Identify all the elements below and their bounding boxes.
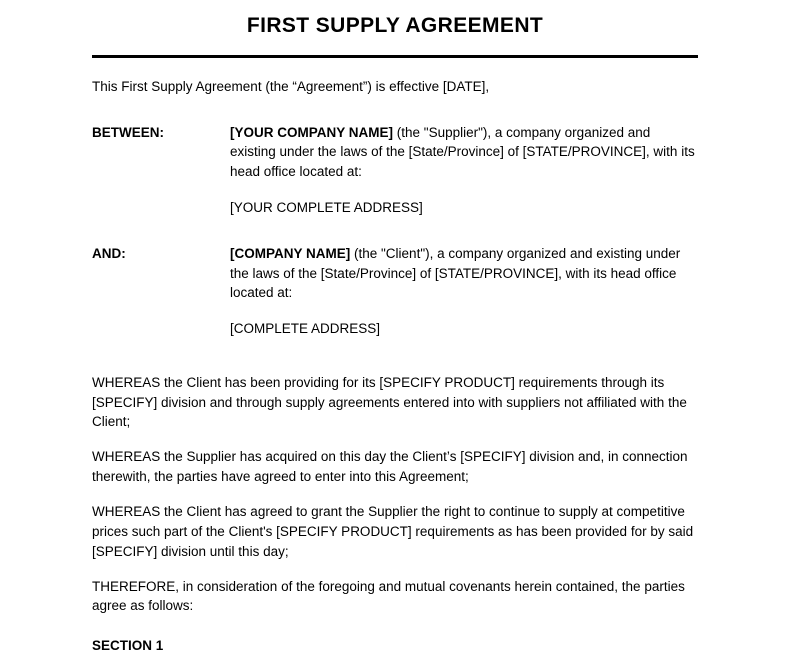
recital-1: WHEREAS the Client has been providing for its [SPECIFY PRODUCT] requirements through its [SPECIFY] division and through supply agreements entered into with suppliers not affiliated with the Client; bbox=[92, 374, 687, 430]
effective-date-line: This First Supply Agreement (the “Agreement”) is effective [DATE], bbox=[92, 79, 490, 94]
party-label-and: AND: bbox=[92, 245, 126, 261]
title-divider bbox=[92, 55, 698, 58]
party-description-supplier bbox=[230, 123, 698, 218]
recital-4: THEREFORE, in consideration of the foregoing and mutual covenants herein contained, the parties agree as follows: bbox=[92, 578, 685, 614]
recitals-block bbox=[92, 373, 698, 616]
supplier-name: [YOUR COMPANY NAME] bbox=[230, 124, 394, 140]
client-address: [COMPLETE ADDRESS] bbox=[230, 321, 381, 337]
document-title: FIRST SUPPLY AGREEMENT bbox=[246, 14, 544, 37]
party-block-client bbox=[92, 244, 698, 339]
section-1-heading: SECTION 1 bbox=[92, 638, 164, 653]
party-block-supplier bbox=[92, 123, 698, 218]
party-description-client bbox=[230, 244, 698, 339]
document-page bbox=[0, 14, 790, 653]
party-label-between: BETWEEN: bbox=[92, 124, 164, 140]
supplier-address: [YOUR COMPLETE ADDRESS] bbox=[230, 200, 423, 216]
client-details: (the "Client"), a company organized and existing under the laws of the [State/Province] of [STATE/PROVINCE], with its head office located at: bbox=[230, 245, 681, 301]
recital-3: WHEREAS the Client has agreed to grant the Supplier the right to continue to supply at competitive prices such part of the Client's [SPECIFY PRODUCT] requirements as has been provided for by said [SPECIFY] division until this day; bbox=[92, 503, 694, 559]
recital-2: WHEREAS the Supplier has acquired on this day the Client’s [SPECIFY] division and, in connection therewith, the parties have agreed to enter into this Agreement; bbox=[92, 449, 688, 485]
supplier-details: (the "Supplier"), a company organized and existing under the laws of the [State/Province] of [STATE/PROVINCE], with its head office located at: bbox=[230, 124, 695, 180]
client-name: [COMPANY NAME] bbox=[230, 245, 351, 261]
